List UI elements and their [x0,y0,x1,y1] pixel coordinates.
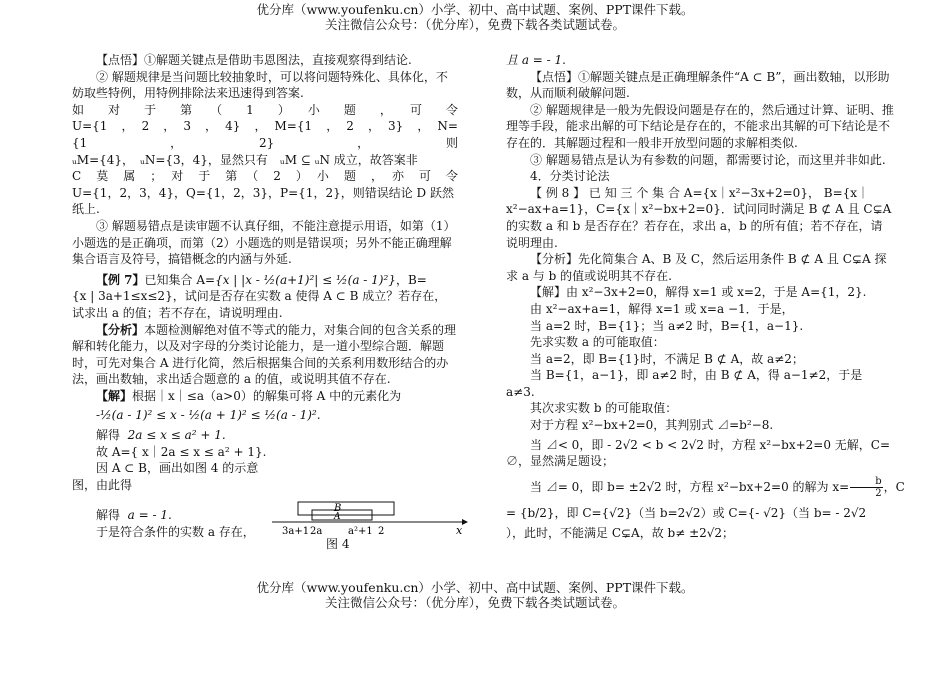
solution-8-line-5: 当 a=2，即 B={1}时，不满足 B ⊄ A，故 a≠2； [530,351,804,366]
solution-intro [72,388,458,405]
hence-line: 于是符合条件的实数 a 存在， [96,525,255,540]
footer-line-2: 关注微信公众号：（优分库），免费下载各类试题试卷。 [324,595,625,610]
solution-8-line-4: 先求实数 a 的可能取值： [530,335,665,350]
continuation: 且 a = - 1. [506,53,566,67]
example-line-d: C 莫 属 ； 对 于 第 （ 2 ） 小 题 ， 亦 可 令 [72,169,458,184]
header-line-1: 优分库（www.youfenku.cn）小学、初中、高中试题、案例、PPT课件下载。 [256,2,694,17]
fig-tick-2a: 2a [310,526,323,537]
solution-8-line-2: 由 x²−ax+a=1，解得 x=1 或 x=a −1．于是， [530,301,794,316]
right-column [506,52,905,542]
fig-label-b: B [334,503,342,514]
tip-r-1: 【点悟】①解题关键点是正确理解条件“A ⊂ B”，画出数轴，以形助数，从而顺利破解问题. [506,69,890,101]
tip-2: ② 解题规律是当问题比较抽象时，可以将问题特殊化、具体化，不妨取些特例，用特例排除法来迅速得到答案. [72,69,448,101]
example-7-heading [72,272,458,289]
example-7-text-b: ，B= [395,272,427,287]
analysis-8: 【分析】先化简集合 A、B 及 C，然后运用条件 B ⊄ A 且 C⊊A 探求 a 与 b 的值或说明其不存在. [506,252,887,283]
solve-line [72,427,458,444]
axis-arrow [462,519,468,525]
solution-8-line-7: 其次求实数 b 的可能取值： [530,401,678,416]
fraction-b-over-2 [850,476,882,499]
example-line-c: ᵤM={4}， ᵤN={3，4}，显然只有 ᵤM ⊆ ᵤN 成立，故答案非 [72,152,418,167]
example-7-text-c: {x | 3a+1≤x≤2}，试问是否存在实数 a 使得 A ⊂ B 成立？若存在，试求出 a 的值；若不存在，请说明理由. [72,289,447,320]
solution-8-line-10b: ，C [883,479,905,494]
example-7-label: 【例 7】 [96,272,145,287]
get-result: a = - 1. [127,508,172,523]
fig-tick-2: 2 [378,526,385,537]
tip-3: ③ 解题易错点是读审题不认真仔细，不能注意提示用语，如第（1）小题选的是正确项，而第（2）小题选的则是错误项；另外不能正确理解集合语言及符号，搞错概念的内涵与外延. [72,218,456,267]
solution-8-line-9a: 当 ⊿< 0，即 - 2√2 < b < 2√2 时，方程 x²−bx+2=0 无解，C= [530,437,891,452]
solve-result: 2a ≤ x ≤ a² + 1. [127,428,226,443]
tip-r-3: ③ 解题易错点是认为有参数的问题，都需要讨论，而这里并非如此. [530,152,886,167]
solution-8-line-12: ），此时，不能满足 C⊊A，故 b≠ ±2√2； [506,526,735,541]
solution-8-line-11: = {b/2}，即 C={√2}（当 b=2√2）或 C={- √2}（当 b= - 2√2 [506,505,867,520]
example-7-set-a: {x | |x - ½(a+1)²| ≤ ½(a - 1)²} [215,272,396,287]
number-line-figure [272,498,472,544]
solution-8-line-10a: 当 ⊿= 0，即 b= ±2√2 时，方程 x²−bx+2=0 的解为 x= [530,479,850,494]
page-footer [0,580,950,610]
figure-4 [272,498,472,558]
header-line-2: 关注微信公众号：（优分库），免费下载各类试题试卷。 [324,17,625,32]
analysis-label: 【分析】 [96,322,145,337]
solution-label: 【解】 [96,388,133,403]
figure-caption: 图 4 [326,537,350,551]
solution-8-line-10 [506,475,905,499]
footer-line-1: 优分库（www.youfenku.cn）小学、初中、高中试题、案例、PPT课件下载。 [256,580,694,595]
since-line: 因 A ⊂ B，画出如图 4 的示意图，由此得 [72,461,259,492]
example-7-text-a: 已知集合 A= [144,272,216,287]
example-line-a: 如 对 于 第 （ 1 ） 小 题 ， 可 令 [72,102,458,117]
analysis [72,322,458,388]
fig-axis-x: x [456,524,463,537]
left-column [72,52,463,551]
solution-8-line-3: 当 a=2 时，B={1}；当 a≠2 时，B={1，a−1}. [530,318,804,333]
page-header [0,2,950,32]
solution-8-line-8: 对于方程 x²−bx+2=0，其判别式 ⊿=b²−8. [530,418,774,433]
inequality: -½(a - 1)² ≤ x - ½(a + 1)² ≤ ½(a - 1)². [96,408,321,423]
get-label: 解得 [96,508,121,523]
example-line-e: U={1，2，3，4}，Q={1，2，3}，P={1，2}，则错误结论 D 跃然纸上. [72,185,454,217]
fig-label-a: A [334,512,341,522]
solve-label: 解得 [96,428,121,443]
example-line-b: U={1 ， 2 ， 3 ， 4} ， M={1 ， 2 ， 3} ， N={1 ， 2} ， 则 [72,119,458,150]
fig-tick-3a1: 3a+1 [282,526,310,537]
set-a-result: 故 A={ x｜2a ≤ x ≤ a² + 1}. [96,444,267,459]
example-8: 【 例 8 】 已 知 三 个 集 合 A={x｜x²−3x+2=0}， B={x｜x²−ax+a=1}，C={x｜x²−bx+2=0}．试问同时满足 B ⊄ A 且 C⊊A 的实数 a 和 b 是否存在？若存在，求出 a，b 的所有值；若不存在，请说明理由. [506,185,892,250]
solution-8-line-6: 当 B={1，a−1}，即 a≠2 时，由 B ⊄ A，得 a−1≠2，于是 a≠3. [506,368,863,399]
analysis-text: 本题检测解绝对值不等式的能力，对集合间的包含关系的理解和转化能力，以及对字母的分类讨论能力，是一道小型综合题．解题时，可先对集合 A 进行化简，然后根据集合间的关系利用数形结合的办法，画出数轴，求出适合题意的 a 的值，或说明其值不存在. [72,322,457,387]
section-heading: 4．分类讨论法 [530,169,610,184]
fraction-denominator: 2 [875,487,882,499]
tip-1: 【点悟】①解题关键点是借助韦恩图法，直接观察得到结论. [96,53,412,67]
fraction-numerator: b [850,476,882,488]
fig-tick-a2plus1: a²+1 [348,526,373,537]
tip-r-2: ② 解题规律是一般为先假设问题是存在的，然后通过计算、证明、推理等手段，能求出解的可下结论是存在的，不能求出其解的可下结论是不存在的．其解题过程和一般非开放型问题的求解相类似. [506,102,894,150]
solution-8-line-1: 【解】由 x²−3x+2=0，解得 x=1 或 x=2，于是 A={1，2}. [530,285,867,300]
solution-text: 根据｜x｜≤a（a>0）的解集可将 A 中的元素化为 [132,388,402,403]
solution-8-line-9b: ∅，显然满足题设； [506,454,615,469]
